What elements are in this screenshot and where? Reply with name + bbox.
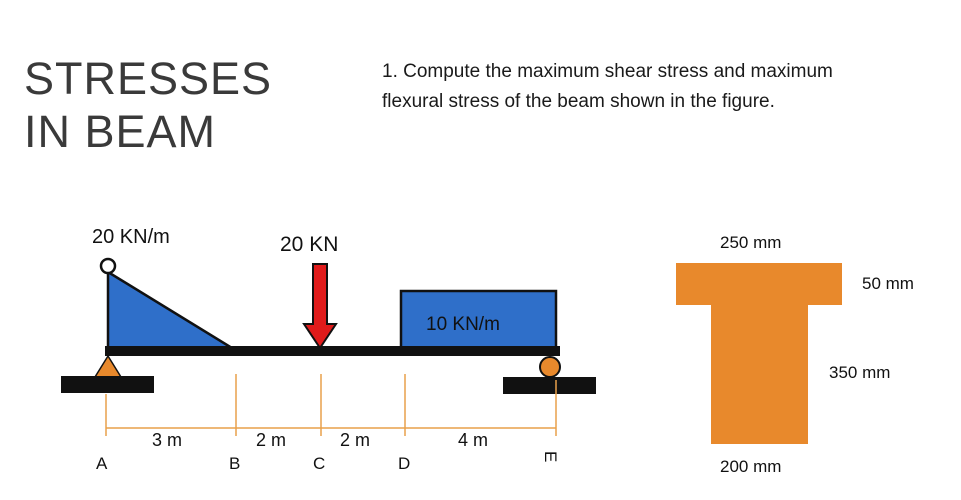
span-bc: 2 m — [256, 430, 287, 450]
ground-e — [503, 377, 596, 394]
triangular-load — [108, 272, 232, 348]
problem-line-2: flexural stress of the beam shown in the figure. — [382, 91, 775, 112]
title-line-1: STRESSES — [24, 53, 273, 104]
point-d: D — [398, 454, 411, 473]
title-line-2: IN BEAM — [24, 106, 217, 157]
triangular-load-label: 20 KN/m — [92, 226, 170, 248]
pin-support-a — [95, 356, 121, 377]
problem-line-1: 1. Compute the maximum shear stress and maximum — [382, 61, 833, 82]
roller-support-e — [540, 357, 560, 377]
section-web — [711, 303, 808, 444]
ground-a — [61, 376, 154, 393]
point-load-arrow — [304, 264, 336, 348]
span-cd: 2 m — [340, 430, 371, 450]
flange-width-label: 250 mm — [720, 233, 782, 252]
point-b: B — [229, 454, 241, 473]
point-e: E — [541, 451, 560, 463]
beam-line — [105, 346, 560, 356]
web-height-label: 350 mm — [829, 363, 891, 382]
point-c: C — [313, 454, 326, 473]
point-load-label: 20 KN — [280, 233, 339, 256]
flange-thickness-label: 50 mm — [862, 274, 914, 293]
udl-label: 10 KN/m — [426, 314, 500, 335]
section-flange — [676, 263, 842, 305]
web-width-label: 200 mm — [720, 457, 782, 476]
span-de: 4 m — [458, 430, 489, 450]
load-hinge-marker — [101, 259, 115, 273]
point-a: A — [96, 454, 108, 473]
span-ab: 3 m — [152, 430, 183, 450]
